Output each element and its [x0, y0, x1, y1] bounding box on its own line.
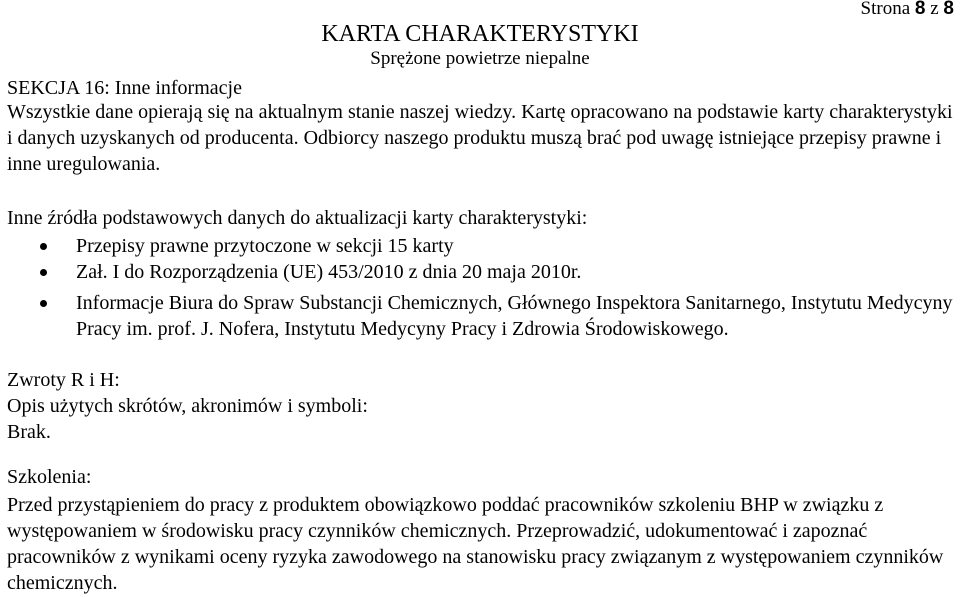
- training-label: Szkolenia:: [7, 466, 92, 488]
- sources-intro: Inne źródła podstawowych danych do aktualizacji karty charakterystyki:: [7, 207, 588, 229]
- page-number: [861, 0, 954, 20]
- page-current: 8: [914, 0, 926, 19]
- rh-phrases-heading: Zwroty R i H:: [7, 369, 120, 391]
- sources-list: [40, 233, 960, 342]
- section-heading: SEKCJA 16: Inne informacje: [7, 77, 242, 99]
- abbreviations-label: Opis użytych skrótów, akronimów i symboli:: [7, 395, 368, 417]
- list-item-text: Przepisy prawne przytoczone w sekcji 15 karty: [76, 235, 454, 257]
- list-item-text: Zał. I do Rozporządzenia (UE) 453/2010 z dnia 20 maja 2010r.: [76, 261, 582, 283]
- page-label: Strona: [860, 0, 911, 19]
- bullet-icon: [40, 300, 47, 307]
- training-paragraph: Przed przystąpieniem do pracy z produktem obowiązkowo poddać pracowników szkoleniu BHP w związku z występowaniem w środowisku pracy czynników chemicznych. Przeprowadzić, udokumentować i zapoznać pracowników z wynikami oceny ryzyka zawodowego na stanowisku pracy związanym z występowaniem czynników chemicznych.: [7, 494, 944, 594]
- intro-paragraph: Wszystkie dane opierają się na aktualnym stanie naszej wiedzy. Kartę opracowano na podstawie karty charakterystyki i danych uzyskanych od producenta. Odbiorcy naszego produktu muszą brać pod uwagę istniejące przepisy prawne i inne uregulowania.: [7, 101, 953, 175]
- list-item: [40, 233, 960, 259]
- document-subtitle: Sprężone powietrze niepalne: [370, 48, 590, 69]
- page-of: z: [930, 0, 939, 19]
- bullet-icon: [40, 269, 47, 276]
- abbreviations-value: Brak.: [7, 421, 51, 443]
- document-title: KARTA CHARAKTERYSTYKI: [321, 21, 639, 47]
- list-item: [40, 290, 960, 342]
- list-item: [40, 259, 960, 285]
- page-total: 8: [943, 0, 954, 19]
- list-item-text: Informacje Biura do Spraw Substancji Chemicznych, Głównego Inspektora Sanitarnego, Instytutu Medycyny Pracy im. prof. J. Nofera, Instytutu Medycyny Pracy i Zdrowia Środowiskowego.: [76, 292, 953, 340]
- bullet-icon: [40, 243, 47, 250]
